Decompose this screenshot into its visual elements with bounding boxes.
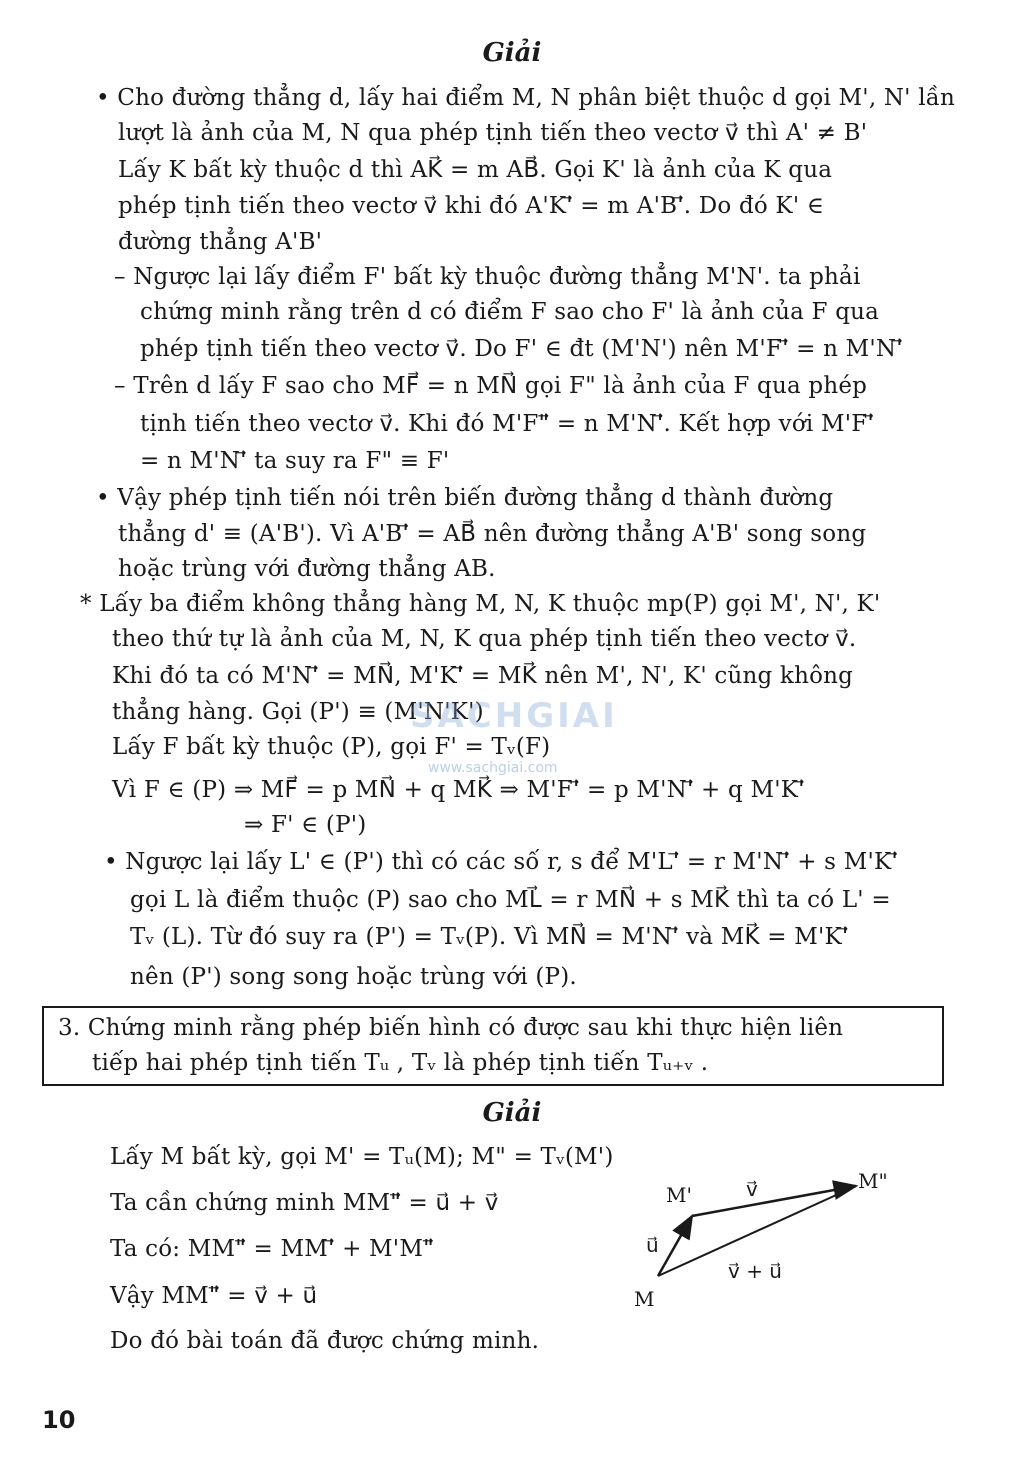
- text-line: Lấy F bất kỳ thuộc (P), gọi F' = Tᵥ(F): [112, 734, 551, 760]
- text-line: Ta cần chứng minh MM"⃗ = u⃗ + v⃗: [110, 1190, 499, 1216]
- watermark-text: SACHGIAI: [410, 696, 618, 736]
- text-line: – Ngược lại lấy điểm F' bất kỳ thuộc đường thẳng M'N'. ta phải: [114, 264, 861, 290]
- text-line: • Cho đường thẳng d, lấy hai điểm M, N phân biệt thuộc d gọi M', N' lần: [96, 85, 956, 111]
- text-line: • Ngược lại lấy L' ∈ (P') thì có các số r, s để M'L'⃗ = r M'N'⃗ + s M'K'⃗: [104, 849, 898, 875]
- problem-3-line: tiếp hai phép tịnh tiến Tᵤ , Tᵥ là phép tịnh tiến Tᵤ₊ᵥ .: [92, 1050, 709, 1076]
- solution-heading-1: Giải: [482, 38, 542, 68]
- page-number: 10: [42, 1406, 76, 1434]
- text-line: Lấy M bất kỳ, gọi M' = Tᵤ(M); M" = Tᵥ(M'): [110, 1144, 614, 1170]
- text-line: Vậy MM"⃗ = v⃗ + u⃗: [110, 1283, 318, 1309]
- text-line: hoặc trùng với đường thẳng AB.: [118, 556, 496, 582]
- text-line: * Lấy ba điểm không thẳng hàng M, N, K thuộc mp(P) gọi M', N', K': [80, 591, 881, 617]
- label-m-prime: M': [666, 1183, 692, 1207]
- text-line: phép tịnh tiến theo vectơ v⃗ khi đó A'K'⃗ = m A'B'⃗. Do đó K' ∈: [118, 193, 825, 219]
- label-m-double-prime: M": [858, 1169, 888, 1193]
- label-v-plus-u: v⃗ + u⃗: [728, 1259, 782, 1283]
- text-line: nên (P') song song hoặc trùng với (P).: [130, 964, 577, 990]
- problem-3-line: 3. Chứng minh rằng phép biến hình có được sau khi thực hiện liên: [58, 1015, 844, 1041]
- text-line: Tᵥ (L). Từ đó suy ra (P') = Tᵥ(P). Vì MN⃗ = M'N'⃗ và MK⃗ = M'K'⃗: [130, 924, 849, 950]
- text-line: theo thứ tự là ảnh của M, N, K qua phép tịnh tiến theo vectơ v⃗.: [112, 626, 857, 652]
- text-line: thẳng hàng. Gọi (P') ≡ (M'N'K'): [112, 699, 484, 725]
- text-line: Khi đó ta có M'N'⃗ = MN⃗, M'K'⃗ = MK⃗ nên M', N', K' cũng không: [112, 663, 854, 689]
- text-line: tịnh tiến theo vectơ v⃗. Khi đó M'F"⃗ = n M'N'⃗. Kết hợp với M'F'⃗: [140, 411, 874, 437]
- text-line: chứng minh rằng trên d có điểm F sao cho F' là ảnh của F qua: [140, 299, 880, 325]
- text-line: đường thẳng A'B': [118, 229, 323, 255]
- text-line: Ta có: MM"⃗ = MM'⃗ + M'M"⃗: [110, 1236, 434, 1262]
- text-line: • Vậy phép tịnh tiến nói trên biến đường thẳng d thành đường: [96, 485, 834, 511]
- text-line: gọi L là điểm thuộc (P) sao cho ML⃗ = r MN⃗ + s MK⃗ thì ta có L' =: [130, 887, 891, 913]
- text-line: = n M'N'⃗ ta suy ra F" ≡ F': [140, 448, 450, 474]
- solution-heading-2: Giải: [482, 1098, 542, 1128]
- text-line: phép tịnh tiến theo vectơ v⃗. Do F' ∈ đt (M'N') nên M'F'⃗ = n M'N'⃗: [140, 336, 903, 362]
- watermark-url: www.sachgiai.com: [428, 760, 558, 776]
- text-line: lượt là ảnh của M, N qua phép tịnh tiến theo vectơ v⃗ thì A' ≠ B': [118, 120, 868, 146]
- text-line: Do đó bài toán đã được chứng minh.: [110, 1328, 540, 1354]
- vector-u-segment: [658, 1216, 692, 1276]
- label-m: M: [634, 1287, 655, 1311]
- label-u: u⃗: [646, 1233, 659, 1257]
- text-line: – Trên d lấy F sao cho MF⃗ = n MN⃗ gọi F" là ảnh của F qua phép: [114, 373, 868, 399]
- text-line: Lấy K bất kỳ thuộc d thì AK⃗ = m AB⃗. Gọi K' là ảnh của K qua: [118, 157, 833, 183]
- vector-v-segment: [692, 1186, 856, 1216]
- text-line: thẳng d' ≡ (A'B'). Vì A'B'⃗ = AB⃗ nên đường thẳng A'B' song song: [118, 521, 867, 547]
- label-v: v⃗: [746, 1177, 758, 1201]
- vector-triangle-figure: [620, 1160, 920, 1320]
- text-line: ⇒ F' ∈ (P'): [244, 812, 367, 838]
- text-line: Vì F ∈ (P) ⇒ MF⃗ = p MN⃗ + q MK⃗ ⇒ M'F'⃗ = p M'N'⃗ + q M'K'⃗: [112, 777, 805, 803]
